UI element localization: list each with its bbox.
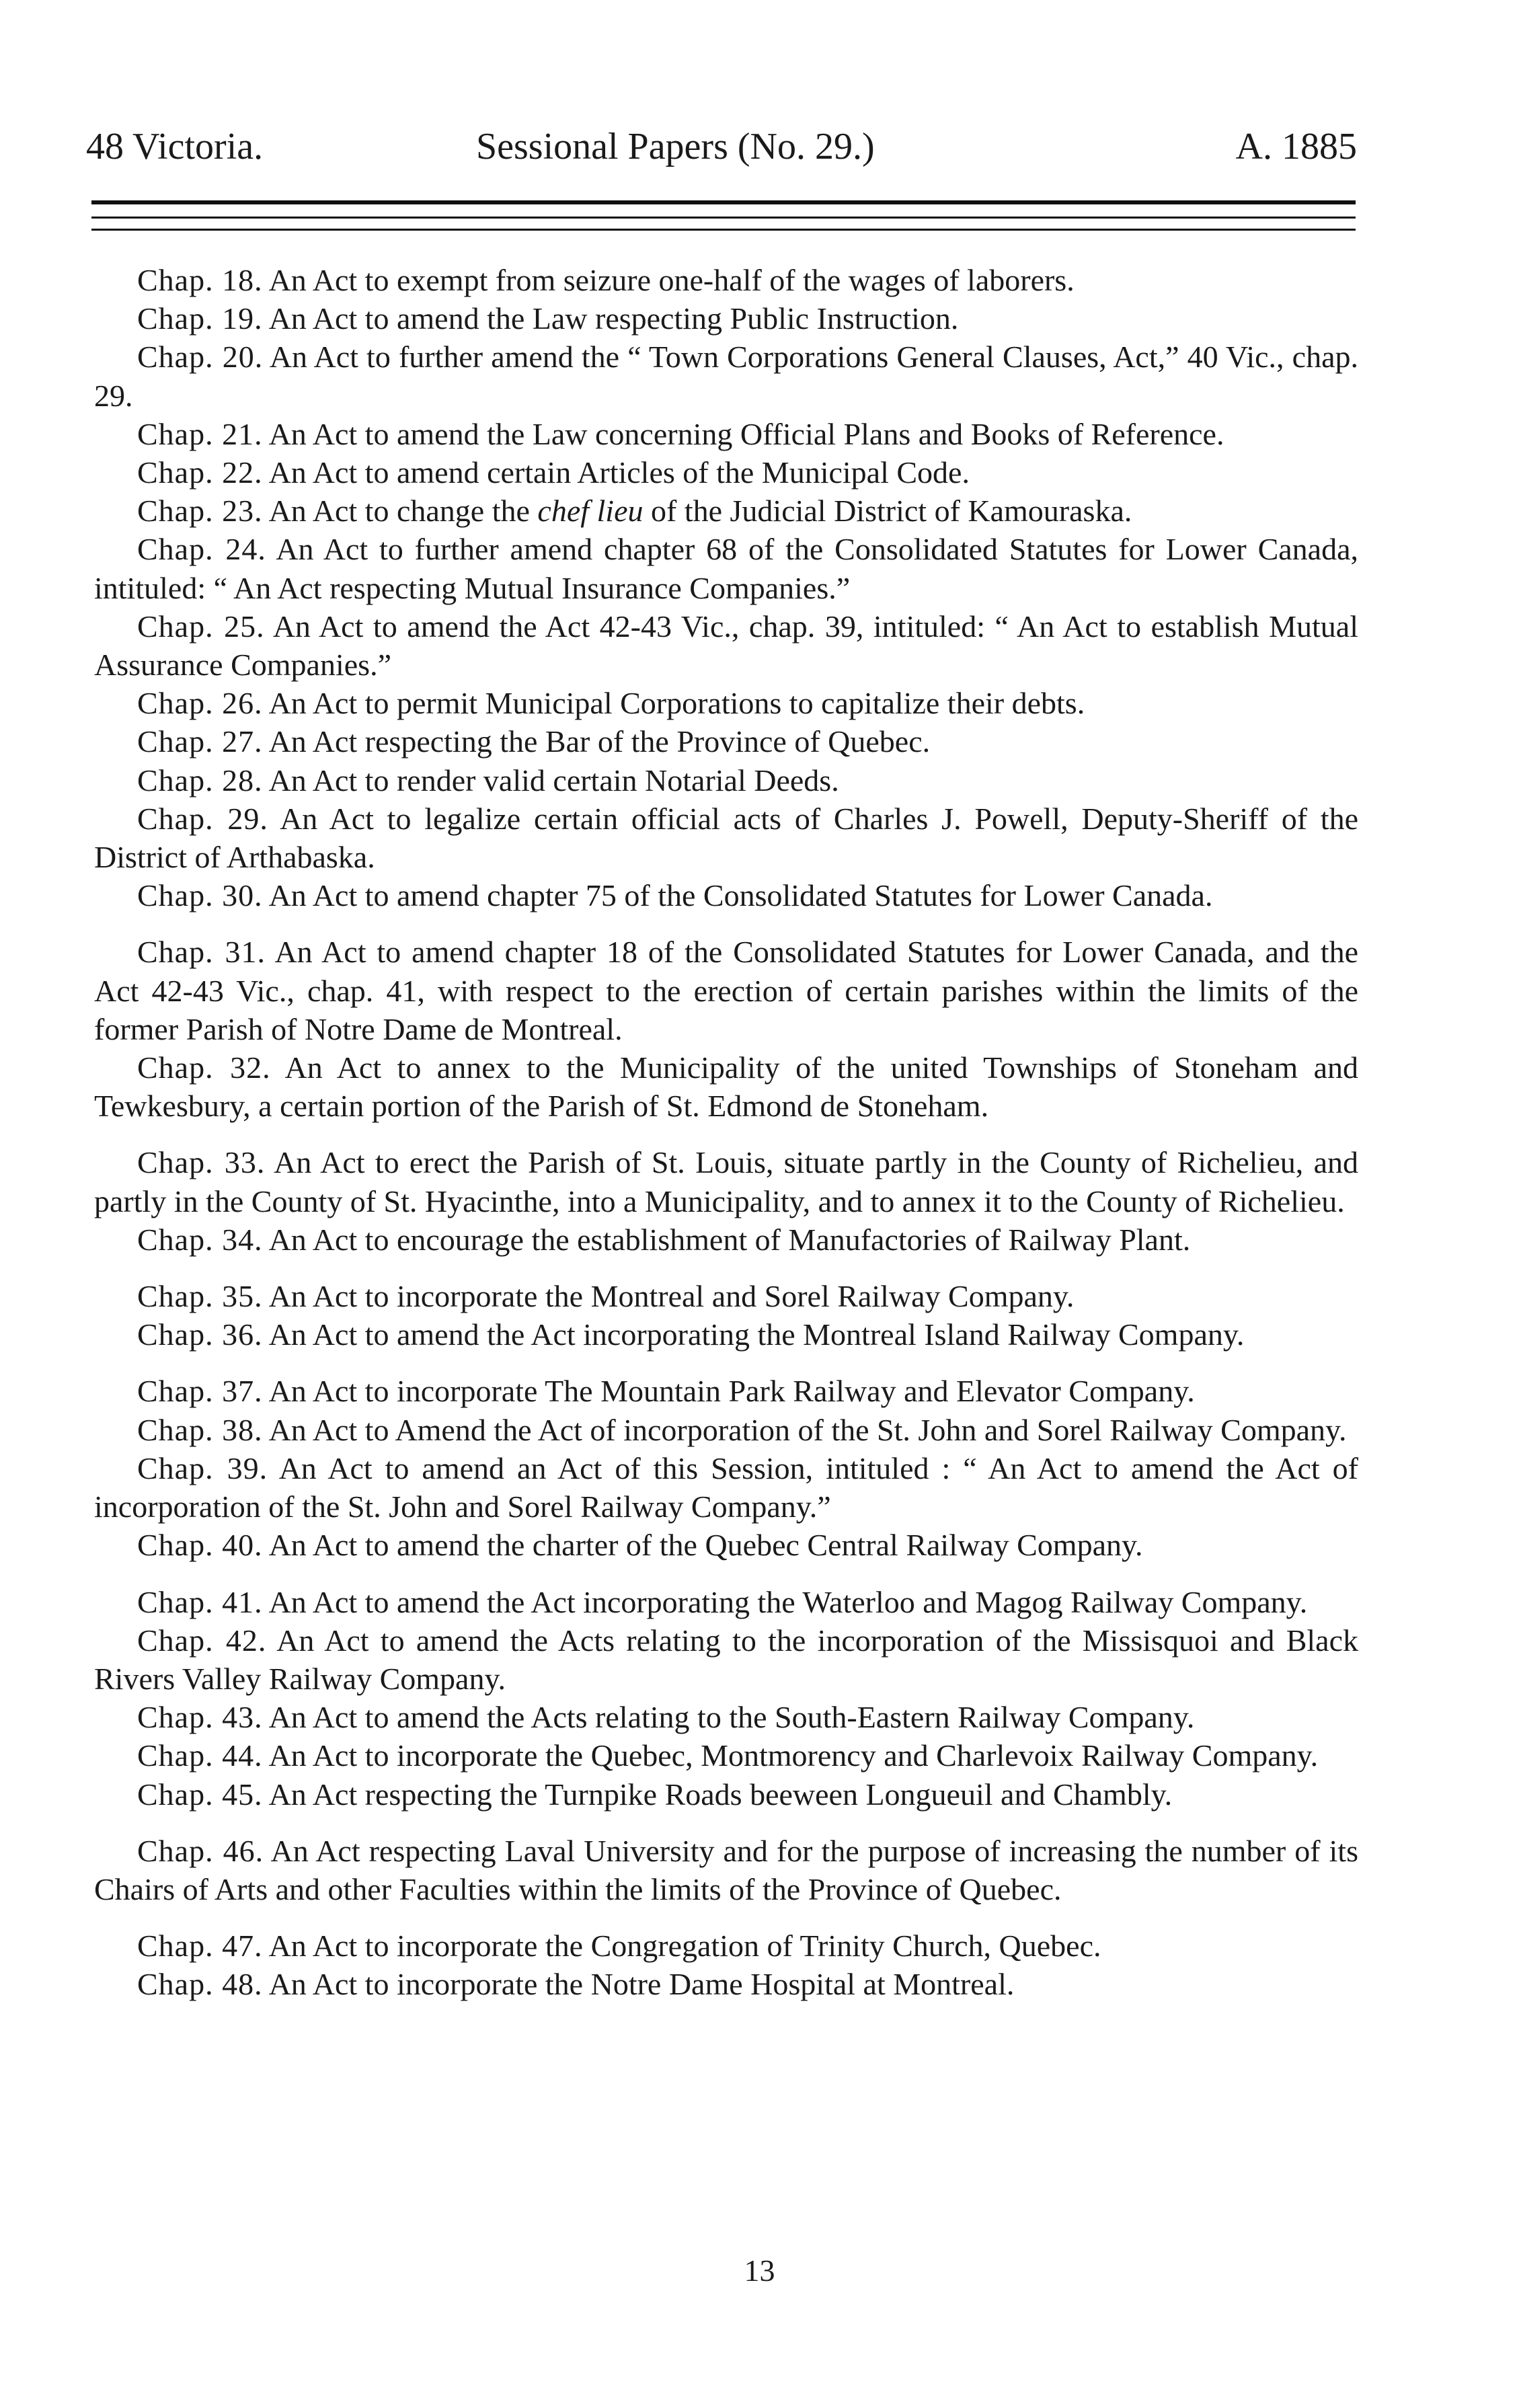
act-list bbox=[94, 261, 1358, 2004]
chapter-number: Chap. 32. bbox=[137, 1050, 271, 1085]
act-entry bbox=[94, 1832, 1358, 1908]
act-title: An Act to incorporate the Montreal and Sorel Railway Company. bbox=[268, 1279, 1075, 1314]
act-entry bbox=[94, 299, 1358, 338]
act-title: An Act to amend chapter 75 of the Consolidated Statutes for Lower Canada. bbox=[268, 878, 1213, 913]
act-title: An Act to further amend the “ Town Corporations General Clauses, Act,” 40 Vic., chap. 29. bbox=[94, 340, 1358, 413]
chapter-number: Chap. 35. bbox=[137, 1279, 263, 1314]
act-entry bbox=[94, 1449, 1358, 1526]
act-title: An Act to exempt from seizure one-half of the wages of laborers. bbox=[268, 263, 1075, 297]
act-entry bbox=[94, 1736, 1358, 1775]
header-rule-thin bbox=[91, 217, 1356, 219]
act-entry bbox=[94, 338, 1358, 414]
act-title: An Act to erect the Parish of St. Louis, situate partly in the County of Richelieu, and partly in the County of St. Hyacinthe, into a Municipality, and to annex it to the County of Richelieu. bbox=[94, 1145, 1358, 1218]
act-title: An Act respecting the Turnpike Roads beeween Longueuil and Chambly. bbox=[268, 1777, 1173, 1812]
chapter-number: Chap. 23. bbox=[137, 494, 263, 529]
act-entry bbox=[94, 261, 1358, 299]
chapter-number: Chap. 36. bbox=[137, 1317, 263, 1352]
act-entry bbox=[94, 1583, 1358, 1621]
act-title: An Act to amend the Acts relating to the incorporation of the Missisquoi and Black Rivers Valley Railway Company. bbox=[94, 1623, 1358, 1696]
act-title: An Act to amend the Act incorporating the Montreal Island Railway Company. bbox=[268, 1317, 1245, 1352]
running-header bbox=[86, 125, 1357, 186]
chapter-number: Chap. 28. bbox=[137, 763, 263, 798]
act-entry bbox=[94, 415, 1358, 453]
act-title: An Act to encourage the establishment of Manufactories of Railway Plant. bbox=[268, 1222, 1191, 1257]
act-entry bbox=[94, 1526, 1358, 1564]
act-entry bbox=[94, 722, 1358, 761]
act-title: An Act to further amend chapter 68 of the Consolidated Statutes for Lower Canada, intituled: “ An Act respecting Mutual Insurance Companies.” bbox=[94, 532, 1358, 605]
act-entry bbox=[94, 933, 1358, 1048]
chapter-number: Chap. 26. bbox=[137, 686, 263, 721]
chapter-number: Chap. 45. bbox=[137, 1777, 263, 1812]
chapter-number: Chap. 27. bbox=[137, 724, 263, 759]
chapter-number: Chap. 33. bbox=[137, 1145, 266, 1180]
chapter-number: Chap. 37. bbox=[137, 1374, 263, 1409]
italic-term: chef lieu bbox=[537, 494, 644, 529]
act-title: An Act to render valid certain Notarial Deeds. bbox=[268, 763, 839, 798]
chapter-number: Chap. 30. bbox=[137, 878, 263, 913]
act-entry bbox=[94, 1048, 1358, 1125]
chapter-number: Chap. 18. bbox=[137, 263, 263, 297]
act-entry bbox=[94, 1220, 1358, 1259]
act-title: An Act to amend the Act 42-43 Vic., chap. 39, intituled: “ An Act to establish Mutual Assurance Companies.” bbox=[94, 609, 1358, 683]
act-title: An Act to amend the Acts relating to the South-Eastern Railway Company. bbox=[268, 1700, 1195, 1735]
act-title: An Act to incorporate The Mountain Park Railway and Elevator Company. bbox=[268, 1374, 1195, 1409]
chapter-number: Chap. 22. bbox=[137, 455, 263, 490]
header-rule-thick bbox=[91, 200, 1356, 204]
chapter-number: Chap. 31. bbox=[137, 935, 266, 970]
act-title: An Act to incorporate the Quebec, Montmorency and Charlevoix Railway Company. bbox=[268, 1738, 1319, 1773]
act-entry bbox=[94, 1277, 1358, 1315]
chapter-number: Chap. 42. bbox=[137, 1623, 267, 1658]
act-entry bbox=[94, 1143, 1358, 1220]
chapter-number: Chap. 46. bbox=[137, 1833, 264, 1868]
chapter-number: Chap. 29. bbox=[137, 801, 268, 836]
act-title: An Act to amend an Act of this Session, intituled : “ An Act to amend the Act of incorporation of the St. John and Sorel Railway Company.” bbox=[94, 1450, 1358, 1524]
chapter-number: Chap. 19. bbox=[137, 301, 263, 336]
act-title: An Act respecting the Bar of the Province of Quebec. bbox=[268, 724, 931, 759]
header-year: A. 1885 bbox=[1235, 126, 1357, 167]
act-title: An Act to legalize certain official acts of Charles J. Powell, Deputy-Sheriff of the District of Arthabaska. bbox=[94, 801, 1358, 875]
act-entry bbox=[94, 1775, 1358, 1814]
act-title: An Act to amend the Act incorporating the Waterloo and Magog Railway Company. bbox=[268, 1584, 1308, 1619]
act-entry bbox=[94, 684, 1358, 722]
act-title: An Act to incorporate the Notre Dame Hospital at Montreal. bbox=[268, 1967, 1015, 2002]
act-entry bbox=[94, 876, 1358, 915]
chapter-number: Chap. 47. bbox=[137, 1929, 263, 1964]
chapter-number: Chap. 38. bbox=[137, 1412, 263, 1447]
act-entry bbox=[94, 1965, 1358, 2003]
act-title: An Act to incorporate the Congregation of Trinity Church, Quebec. bbox=[268, 1929, 1101, 1964]
act-title: An Act to amend certain Articles of the Municipal Code. bbox=[268, 455, 970, 490]
header-rule-thin-lower bbox=[91, 229, 1356, 231]
chapter-number: Chap. 21. bbox=[137, 416, 263, 451]
page-number: 13 bbox=[744, 2253, 775, 2288]
act-entry bbox=[94, 607, 1358, 684]
act-entry bbox=[94, 1621, 1358, 1698]
act-entry bbox=[94, 1315, 1358, 1354]
act-entry bbox=[94, 800, 1358, 876]
chapter-number: Chap. 43. bbox=[137, 1700, 263, 1735]
act-title: An Act to Amend the Act of incorporation of the St. John and Sorel Railway Company. bbox=[268, 1412, 1347, 1447]
act-entry bbox=[94, 1372, 1358, 1410]
chapter-number: Chap. 24. bbox=[137, 532, 266, 567]
header-title: Sessional Papers (No. 29.) bbox=[476, 126, 875, 167]
chapter-number: Chap. 39. bbox=[137, 1450, 268, 1485]
act-title: An Act to change the chef lieu of the Judicial District of Kamouraska. bbox=[268, 494, 1132, 529]
chapter-number: Chap. 25. bbox=[137, 609, 265, 644]
act-entry bbox=[94, 492, 1358, 530]
act-title: An Act respecting Laval University and for the purpose of increasing the number of its Chairs of Arts and other Faculties within the limits of the Province of Quebec. bbox=[94, 1833, 1358, 1906]
chapter-number: Chap. 48. bbox=[137, 1967, 263, 2002]
act-entry bbox=[94, 1698, 1358, 1736]
chapter-number: Chap. 44. bbox=[137, 1738, 263, 1773]
act-entry bbox=[94, 453, 1358, 492]
act-title: An Act to amend the Law concerning Official Plans and Books of Reference. bbox=[268, 416, 1224, 451]
act-title: An Act to permit Municipal Corporations to capitalize their debts. bbox=[268, 686, 1085, 721]
act-entry bbox=[94, 1927, 1358, 1965]
chapter-number: Chap. 40. bbox=[137, 1528, 263, 1563]
chapter-number: Chap. 20. bbox=[137, 340, 264, 375]
act-title: An Act to amend the charter of the Quebec Central Railway Company. bbox=[268, 1528, 1143, 1563]
chapter-number: Chap. 41. bbox=[137, 1584, 263, 1619]
chapter-number: Chap. 34. bbox=[137, 1222, 263, 1257]
act-entry bbox=[94, 530, 1358, 607]
act-title: An Act to amend the Law respecting Public Instruction. bbox=[268, 301, 959, 336]
act-entry bbox=[94, 1411, 1358, 1449]
header-session: 48 Victoria. bbox=[86, 126, 264, 167]
act-title: An Act to amend chapter 18 of the Consolidated Statutes for Lower Canada, and the Act 42-43 Vic., chap. 41, with respect to the erection of certain parishes within the limits of the former Parish of Notre Dame de Montreal. bbox=[94, 935, 1358, 1046]
act-title: An Act to annex to the Municipality of the united Townships of Stoneham and Tewkesbury, a certain portion of the Parish of St. Edmond de Stoneham. bbox=[94, 1050, 1358, 1124]
act-entry bbox=[94, 761, 1358, 800]
